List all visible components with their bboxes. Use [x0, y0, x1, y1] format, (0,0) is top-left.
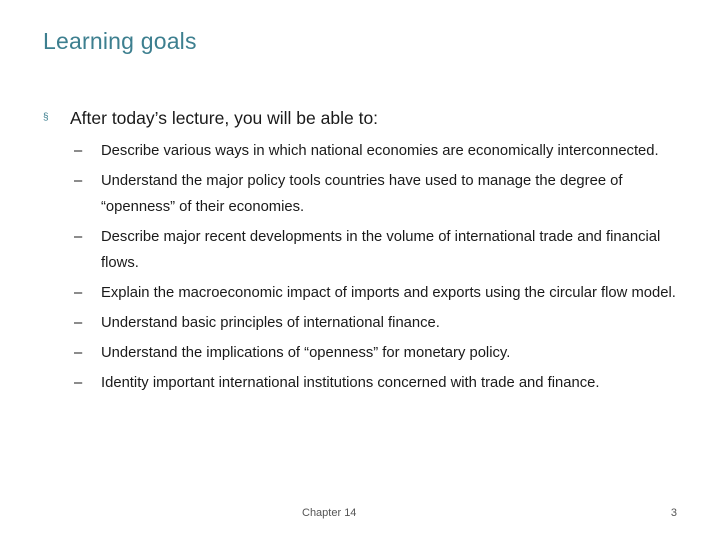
goals-list — [73, 138, 693, 400]
list-item — [73, 138, 693, 164]
slide-title: Learning goals — [43, 28, 197, 54]
square-bullet-icon: § — [43, 112, 49, 123]
list-item — [73, 168, 693, 220]
list-item — [73, 224, 693, 276]
list-item-text: Understand the implications of “openness” for monetary policy. — [101, 345, 511, 361]
intro-bullet — [43, 106, 683, 130]
page-number: 3 — [670, 507, 677, 519]
footer-chapter: Chapter 14 — [302, 507, 357, 519]
list-item — [73, 340, 693, 366]
intro-text: After today’s lecture, you will be able to: — [70, 108, 379, 128]
dash-marker: – — [74, 143, 83, 159]
list-item-text: Identity important international institutions concerned with trade and finance. — [101, 375, 600, 391]
dash-marker: – — [74, 345, 83, 361]
list-item-text: Understand basic principles of international finance. — [101, 315, 440, 331]
list-item-text: Explain the macroeconomic impact of imports and exports using the circular flow model. — [101, 285, 676, 301]
list-item-text: Describe various ways in which national economies are economically interconnected. — [101, 143, 659, 159]
list-item — [73, 310, 693, 336]
list-item-text: Understand the major policy tools countries have used to manage the degree of “openness” of their economies. — [101, 173, 623, 215]
dash-marker: – — [74, 285, 83, 301]
list-item-text: Describe major recent developments in the volume of international trade and financial flows. — [101, 229, 661, 271]
list-item — [73, 280, 693, 306]
dash-marker: – — [74, 375, 83, 391]
dash-marker: – — [74, 229, 83, 245]
list-item — [73, 370, 693, 396]
dash-marker: – — [74, 315, 83, 331]
dash-marker: – — [74, 173, 83, 189]
